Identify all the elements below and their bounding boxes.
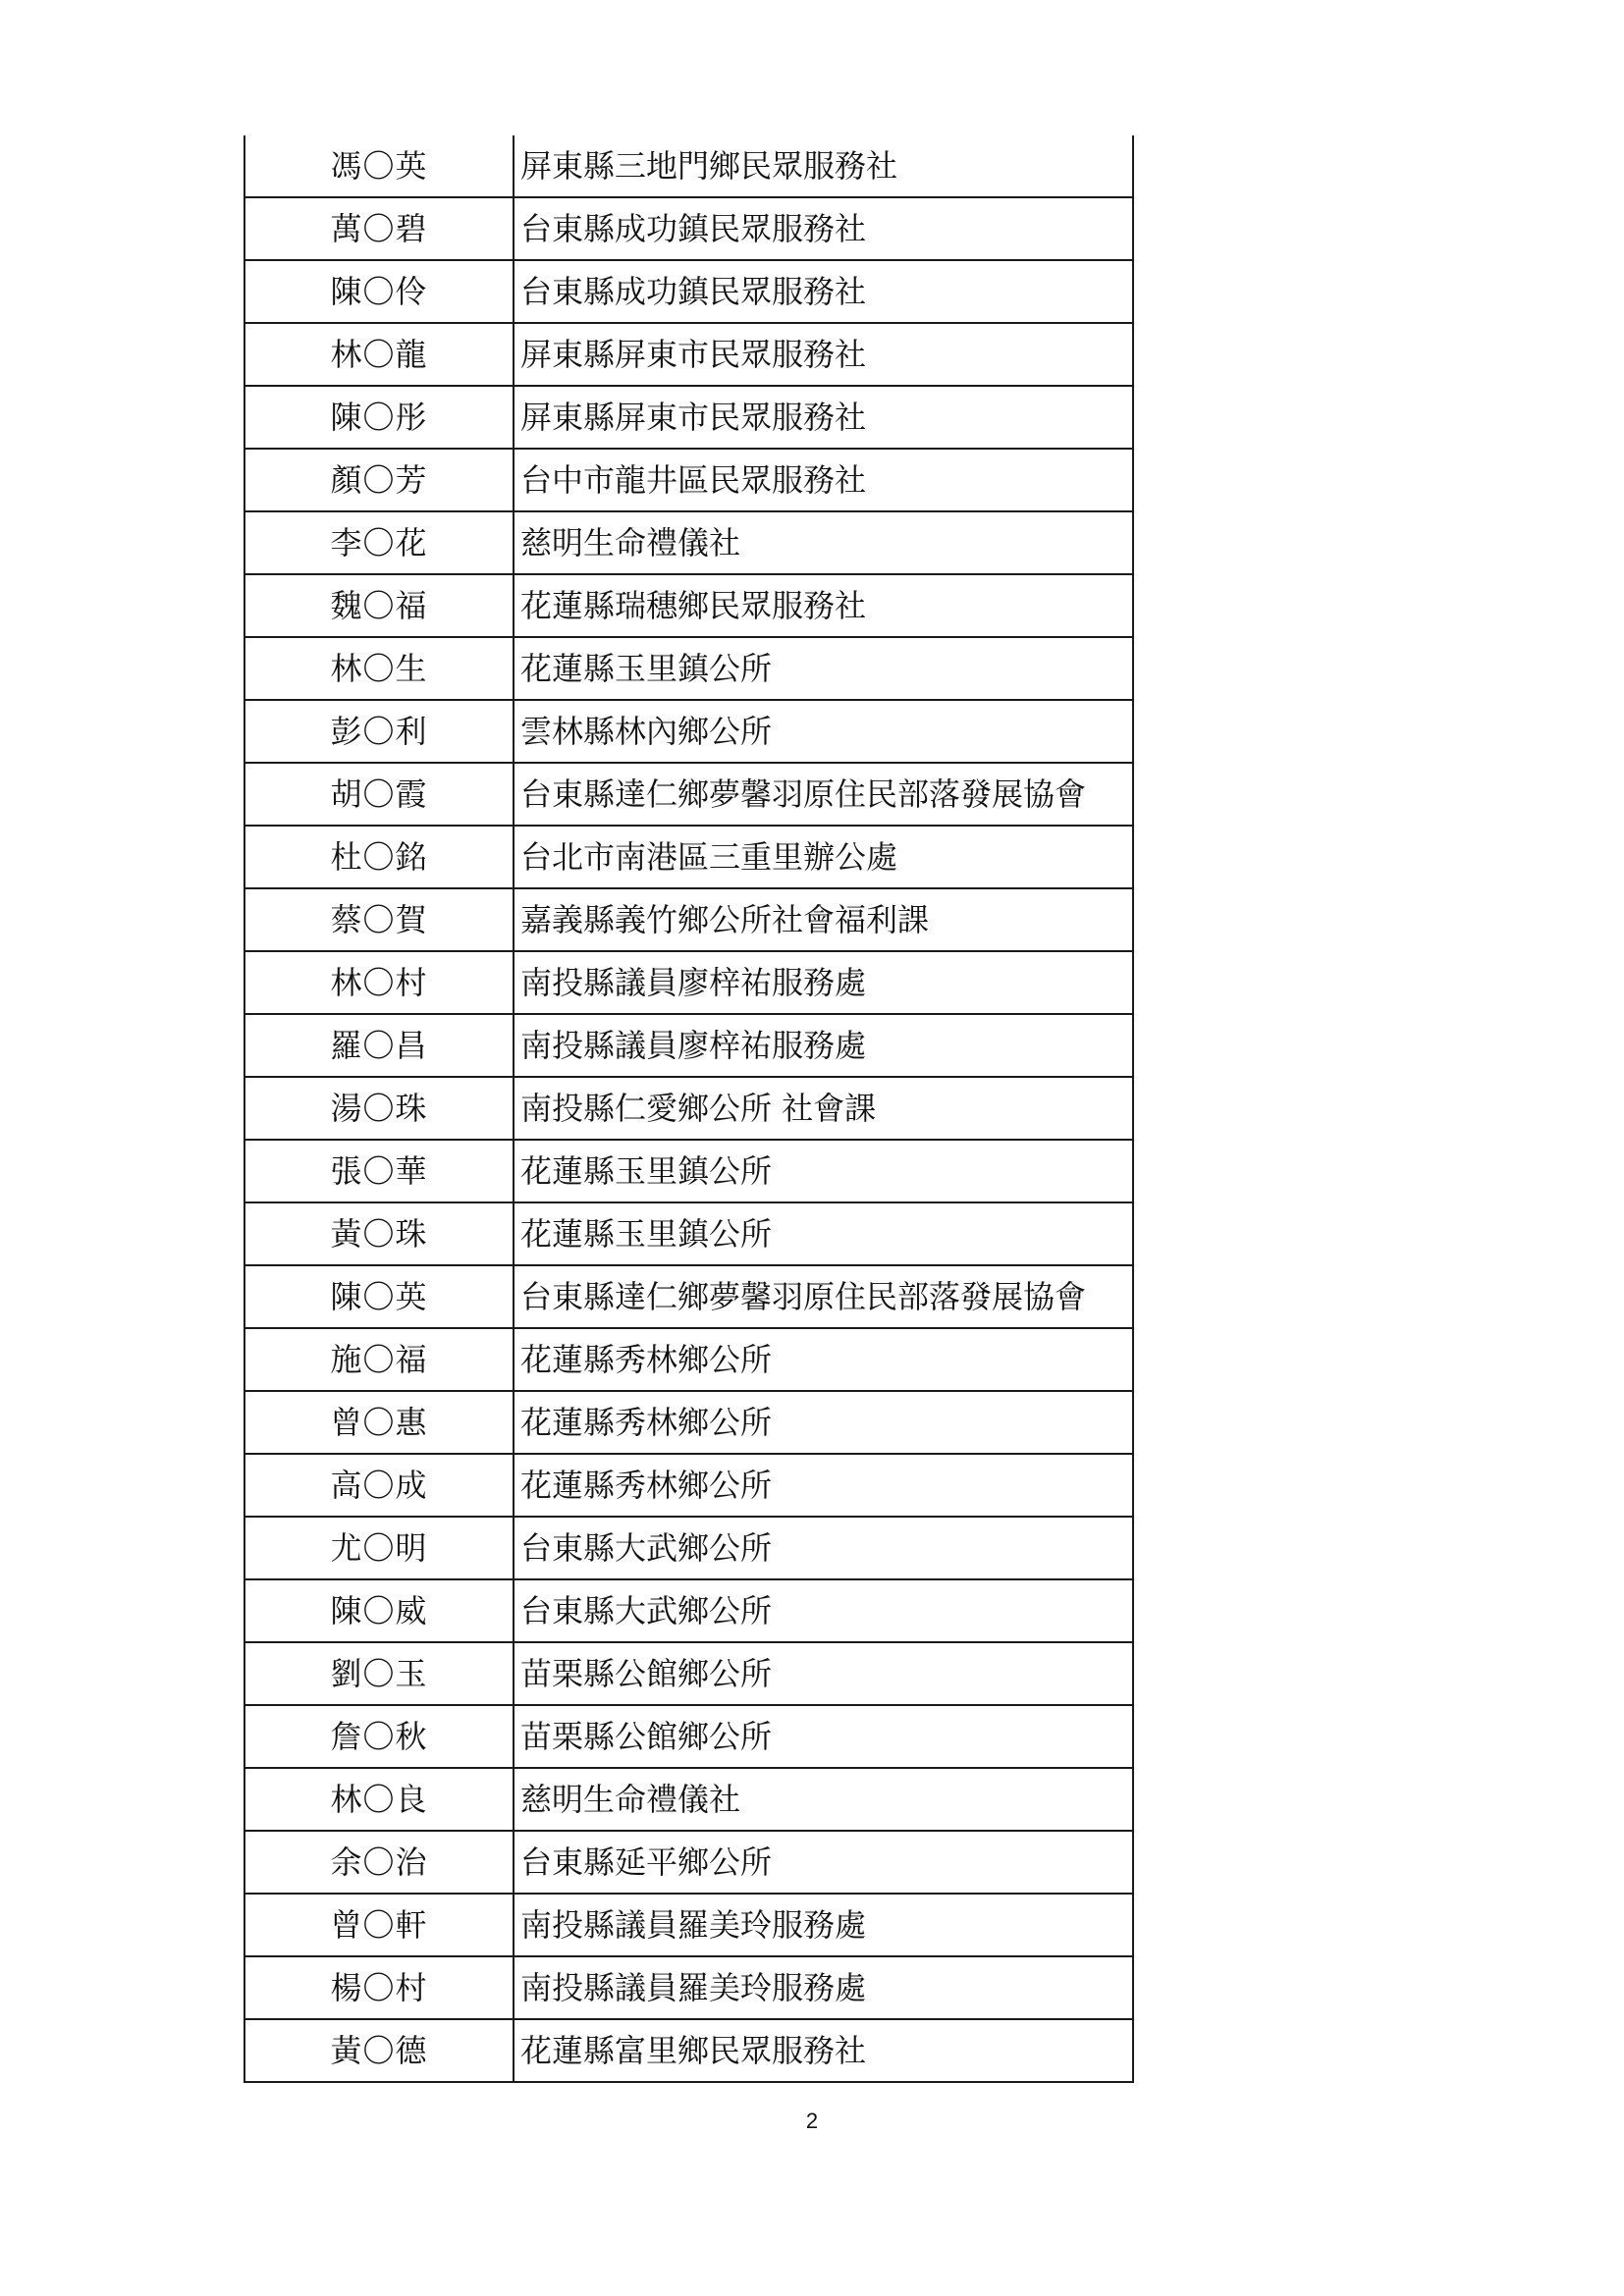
person-name-cell: 施〇福 [244, 1328, 514, 1391]
person-name-cell: 杜〇銘 [244, 826, 514, 888]
table-row [244, 197, 1133, 260]
organization-cell: 嘉義縣義竹鄉公所社會福利課 [514, 888, 1133, 951]
organization-cell: 南投縣議員廖梓祐服務處 [514, 951, 1133, 1014]
roster-table [244, 135, 1134, 2083]
table-row [244, 1328, 1133, 1391]
person-name-cell: 胡〇霞 [244, 763, 514, 826]
person-name-cell: 蔡〇賀 [244, 888, 514, 951]
table-row [244, 574, 1133, 637]
person-name-cell: 彭〇利 [244, 700, 514, 763]
person-name-cell: 詹〇秋 [244, 1705, 514, 1768]
organization-cell: 花蓮縣秀林鄉公所 [514, 1391, 1133, 1454]
table-row [244, 260, 1133, 323]
table-row [244, 1831, 1133, 1894]
table-row [244, 826, 1133, 888]
organization-cell: 花蓮縣玉里鎮公所 [514, 1140, 1133, 1202]
table-row [244, 951, 1133, 1014]
table-row [244, 2019, 1133, 2082]
organization-cell: 花蓮縣玉里鎮公所 [514, 1202, 1133, 1265]
person-name-cell: 陳〇彤 [244, 386, 514, 449]
person-name-cell: 羅〇昌 [244, 1014, 514, 1077]
organization-cell: 慈明生命禮儀社 [514, 1768, 1133, 1831]
table-row [244, 700, 1133, 763]
person-name-cell: 楊〇村 [244, 1956, 514, 2019]
organization-cell: 台中市龍井區民眾服務社 [514, 449, 1133, 511]
organization-cell: 苗栗縣公館鄉公所 [514, 1642, 1133, 1705]
table-row [244, 888, 1133, 951]
table-row [244, 1517, 1133, 1579]
person-name-cell: 曾〇軒 [244, 1894, 514, 1956]
organization-cell: 花蓮縣秀林鄉公所 [514, 1454, 1133, 1517]
person-name-cell: 陳〇英 [244, 1265, 514, 1328]
table-row [244, 1956, 1133, 2019]
organization-cell: 花蓮縣瑞穗鄉民眾服務社 [514, 574, 1133, 637]
organization-cell: 南投縣議員羅美玲服務處 [514, 1894, 1133, 1956]
person-name-cell: 馮〇英 [244, 135, 514, 197]
table-row [244, 637, 1133, 700]
person-name-cell: 林〇村 [244, 951, 514, 1014]
organization-cell: 南投縣議員羅美玲服務處 [514, 1956, 1133, 2019]
person-name-cell: 黃〇德 [244, 2019, 514, 2082]
table-row [244, 1768, 1133, 1831]
table-row [244, 1265, 1133, 1328]
roster-table-body [244, 135, 1133, 2082]
organization-cell: 台東縣延平鄉公所 [514, 1831, 1133, 1894]
table-row [244, 449, 1133, 511]
organization-cell: 台東縣成功鎮民眾服務社 [514, 197, 1133, 260]
person-name-cell: 陳〇威 [244, 1579, 514, 1642]
organization-cell: 南投縣仁愛鄉公所 社會課 [514, 1077, 1133, 1140]
person-name-cell: 李〇花 [244, 511, 514, 574]
page-number: 2 [805, 2109, 819, 2133]
organization-cell: 花蓮縣秀林鄉公所 [514, 1328, 1133, 1391]
table-row [244, 1202, 1133, 1265]
organization-cell: 台東縣達仁鄉夢馨羽原住民部落發展協會 [514, 1265, 1133, 1328]
table-row [244, 323, 1133, 386]
person-name-cell: 余〇治 [244, 1831, 514, 1894]
organization-cell: 台東縣大武鄉公所 [514, 1579, 1133, 1642]
organization-cell: 屏東縣三地門鄉民眾服務社 [514, 135, 1133, 197]
table-row [244, 763, 1133, 826]
organization-cell: 台東縣成功鎮民眾服務社 [514, 260, 1133, 323]
organization-cell: 台北市南港區三重里辦公處 [514, 826, 1133, 888]
person-name-cell: 曾〇惠 [244, 1391, 514, 1454]
table-row [244, 135, 1133, 197]
organization-cell: 屏東縣屏東市民眾服務社 [514, 323, 1133, 386]
table-row [244, 1705, 1133, 1768]
person-name-cell: 湯〇珠 [244, 1077, 514, 1140]
organization-cell: 雲林縣林內鄉公所 [514, 700, 1133, 763]
organization-cell: 花蓮縣富里鄉民眾服務社 [514, 2019, 1133, 2082]
person-name-cell: 張〇華 [244, 1140, 514, 1202]
organization-cell: 慈明生命禮儀社 [514, 511, 1133, 574]
table-row [244, 1391, 1133, 1454]
organization-cell: 屏東縣屏東市民眾服務社 [514, 386, 1133, 449]
person-name-cell: 林〇良 [244, 1768, 514, 1831]
table-row [244, 1642, 1133, 1705]
person-name-cell: 高〇成 [244, 1454, 514, 1517]
organization-cell: 苗栗縣公館鄉公所 [514, 1705, 1133, 1768]
table-row [244, 386, 1133, 449]
person-name-cell: 林〇生 [244, 637, 514, 700]
person-name-cell: 黃〇珠 [244, 1202, 514, 1265]
table-row [244, 1454, 1133, 1517]
person-name-cell: 陳〇伶 [244, 260, 514, 323]
person-name-cell: 劉〇玉 [244, 1642, 514, 1705]
person-name-cell: 萬〇碧 [244, 197, 514, 260]
organization-cell: 南投縣議員廖梓祐服務處 [514, 1014, 1133, 1077]
person-name-cell: 魏〇福 [244, 574, 514, 637]
organization-cell: 台東縣大武鄉公所 [514, 1517, 1133, 1579]
table-row [244, 1140, 1133, 1202]
organization-cell: 台東縣達仁鄉夢馨羽原住民部落發展協會 [514, 763, 1133, 826]
table-row [244, 511, 1133, 574]
table-row [244, 1894, 1133, 1956]
table-row [244, 1579, 1133, 1642]
table-row [244, 1077, 1133, 1140]
table-row [244, 1014, 1133, 1077]
person-name-cell: 尤〇明 [244, 1517, 514, 1579]
organization-cell: 花蓮縣玉里鎮公所 [514, 637, 1133, 700]
person-name-cell: 顏〇芳 [244, 449, 514, 511]
person-name-cell: 林〇龍 [244, 323, 514, 386]
